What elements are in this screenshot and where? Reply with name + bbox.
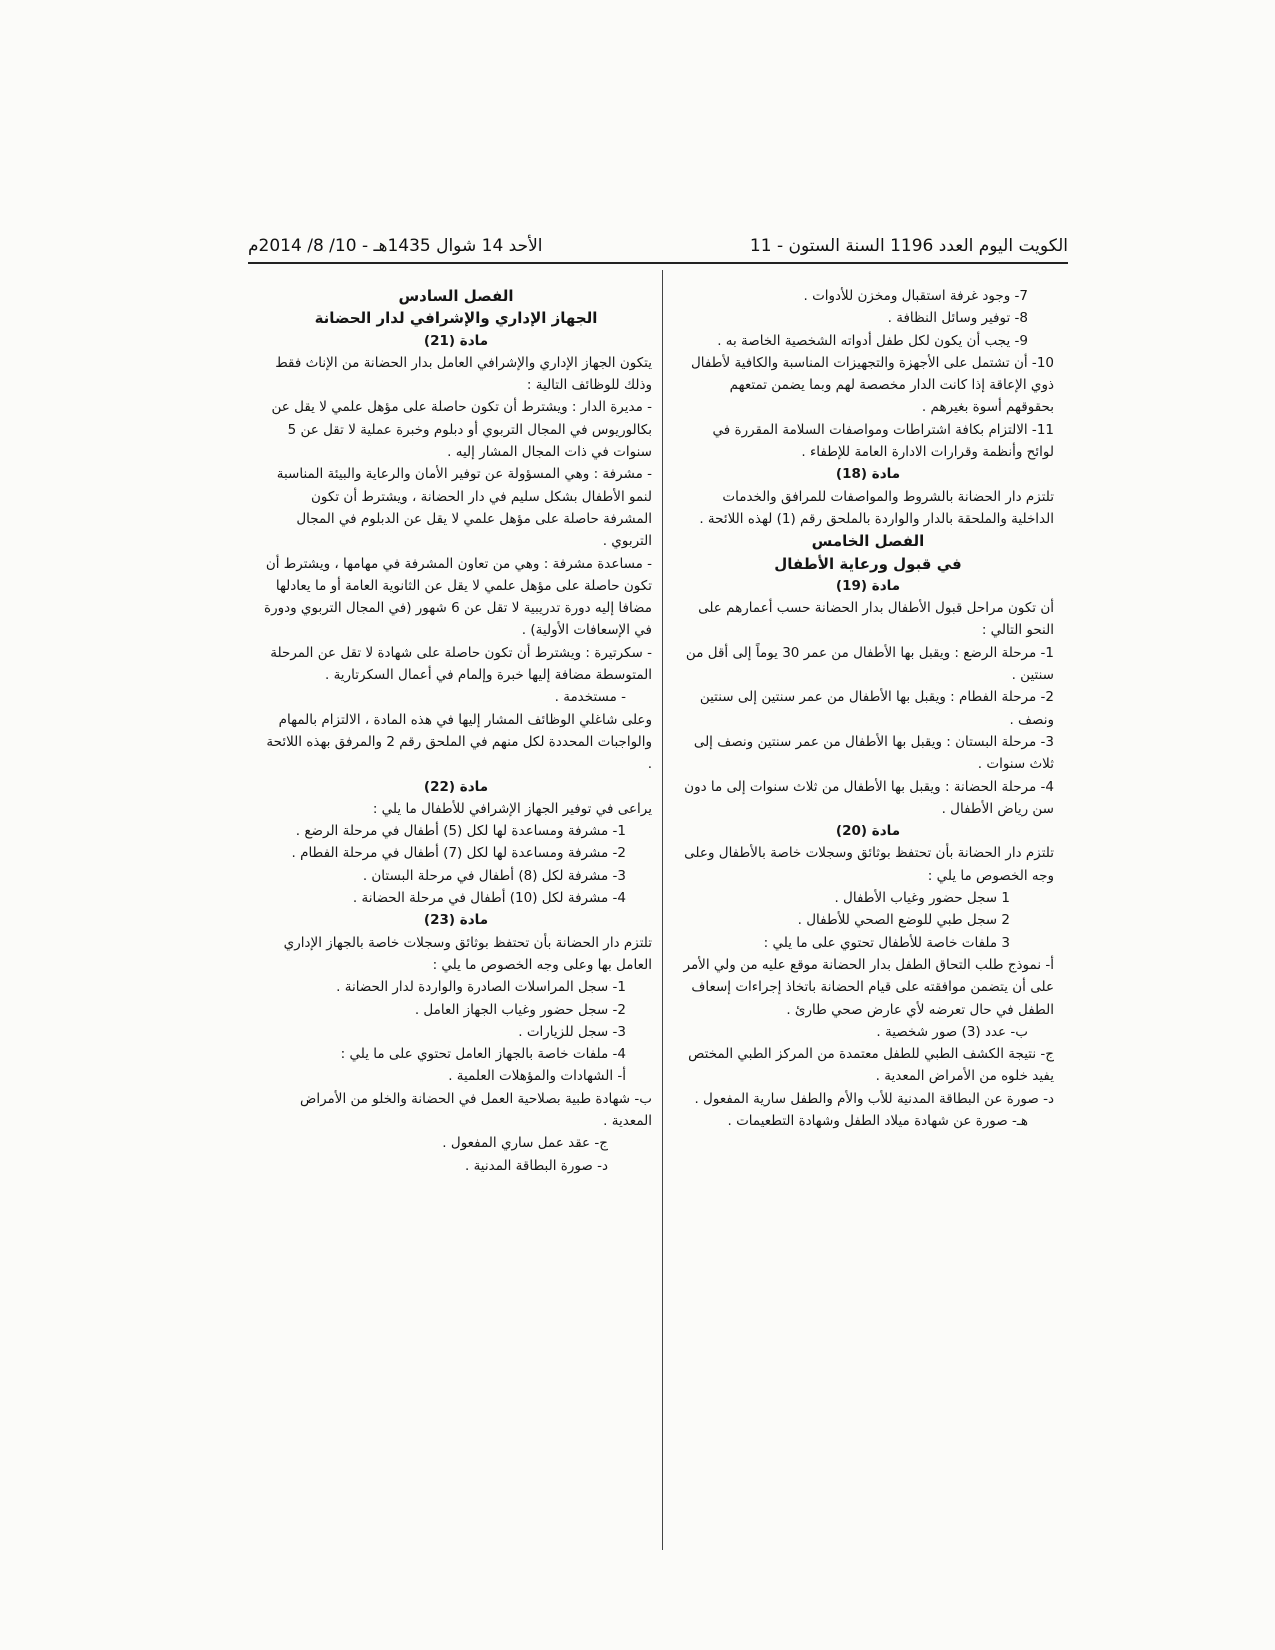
paragraph: د- صورة عن البطاقة المدنية للأب والأم والطفل سارية المفعول . [694,1090,1054,1107]
paragraph: 3- مرحلة البستان : ويقبل بها الأطفال من عمر سنتين ونصف إلى ثلاث سنوات . [693,733,1054,773]
section-heading: مادة (19) [835,577,901,594]
section-heading: مادة (22) [423,778,489,795]
paragraph: هـ- صورة عن شهادة ميلاد الطفل وشهادة التطعيمات . [727,1112,1028,1129]
paragraph: تلتزم دار الحضانة بأن تحتفظ بوثائق وسجلات خاصة بالأطفال وعلى وجه الخصوص ما يلي : [684,845,1054,884]
paragraph: 4- ملفات خاصة بالجهاز العامل تحتوي على ما يلي : [340,1046,626,1063]
paragraph: 2- سجل حضور وغياب الجهاز العامل . [414,1001,626,1018]
paragraph: - سكرتيرة : ويشترط أن تكون حاصلة على شهادة لا تقل عن المرحلة المتوسطة مضافة إليها خبرة وإلمام في أعمال السكرتارية . [270,644,652,684]
section-heading: في قبول ورعاية الأطفال [774,554,962,573]
section-heading: الفصل السادس [398,287,514,305]
paragraph: أ- الشهادات والمؤهلات العلمية . [448,1068,626,1085]
section-heading: الجهاز الإداري والإشرافي لدار الحضانة [314,309,598,328]
paragraph: 1- مشرفة ومساعدة لها لكل (5) أطفال في مرحلة الرضع . [295,823,626,840]
paragraph: 9- يجب أن يكون لكل طفل أدواته الشخصية الخاصة به . [717,332,1028,349]
paragraph: 2- مشرفة ومساعدة لها لكل (7) أطفال في مرحلة الفطام . [291,845,626,862]
paragraph: تلتزم دار الحضانة بأن تحتفظ بوثائق وسجلات خاصة بالجهاز الإداري العامل بها وعلى وجه الخصوص ما يلي : [283,934,652,973]
paragraph: ج- عقد عمل ساري المفعول . [442,1135,608,1152]
header-date: الأحد 14 شوال 1435هـ - 10/ 8/ 2014م [248,236,543,256]
paragraph: ب- عدد (3) صور شخصية . [876,1023,1028,1040]
paragraph: - مديرة الدار : ويشترط أن تكون حاصلة على مؤهل علمي لا يقل عن بكالوريوس في المجال التربوي أو دبلوم وخبرة عملية لا تقل عن 5 سنوات في ذات المجال المشار إليه . [271,399,652,461]
paragraph: - مستخدمة . [554,689,626,706]
paragraph: ب- شهادة طبية بصلاحية العمل في الحضانة والخلو من الأمراض المعدية . [300,1090,652,1129]
section-heading: مادة (18) [835,466,901,483]
section-heading: مادة (20) [835,823,901,840]
paragraph: 4- مشرفة لكل (10) أطفال في مرحلة الحضانة . [352,890,626,907]
paragraph: أ- نموذج طلب التحاق الطفل بدار الحضانة موقع عليه من ولي الأمر على أن يتضمن موافقته على قيام الحضانة باتخاذ إجراءات إسعاف الطفل في حال تعرضه لأي عارض صحي طارئ . [683,956,1054,1018]
paragraph: ج- نتيجة الكشف الطبي للطفل معتمدة من المركز الطبي المختص يفيد خلوه من الأمراض المعدية . [688,1046,1054,1085]
paragraph: 2 سجل طبي للوضع الصحي للأطفال . [797,912,1010,929]
section-heading: مادة (23) [423,912,489,929]
paragraph: 10- أن تشتمل على الأجهزة والتجهيزات المناسبة والكافية لأطفال ذوي الإعاقة إذا كانت الدار مخصصة لهم وبما يضمن تمتعهم بحقوقهم أسوة بغيرهم . [690,354,1054,416]
paragraph: 8- توفير وسائل النظافة . [887,310,1028,327]
paragraph: 2- مرحلة الفطام : ويقبل بها الأطفال من عمر سنتين إلى سنتين ونصف . [699,689,1054,728]
paragraph: 7- وجود غرفة استقبال ومخزن للأدوات . [803,288,1028,304]
header-publication-info: الكويت اليوم العدد 1196 السنة الستون - 11 [749,236,1068,256]
paragraph: - مشرفة : وهي المسؤولة عن توفير الأمان والرعاية والبيئة المناسبة لنمو الأطفال بشكل سليم في دار الحضانة ، ويشترط أن تكون المشرفة حاصلة على مؤهل علمي لا يقل عن الدبلوم في المجال التربوي . [276,466,652,550]
paragraph: وعلى شاغلي الوظائف المشار إليها في هذه المادة ، الالتزام بالمهام والواجبات المحددة لكل منهم في الملحق رقم 2 والمرفق بهذه اللائحة . [266,711,652,773]
paragraph: 4- مرحلة الحضانة : ويقبل بها الأطفال من ثلاث سنوات إلى ما دون سن رياض الأطفال . [684,778,1054,817]
paragraph: د- صورة البطاقة المدنية . [464,1157,608,1174]
paragraph: 1 سجل حضور وغياب الأطفال . [834,890,1010,907]
paragraph: 1- مرحلة الرضع : ويقبل بها الأطفال من عمر 30 يوماً إلى أقل من سنتين . [685,644,1054,684]
paragraph: - مساعدة مشرفة : وهي من تعاون المشرفة في مهامها ، ويشترط أن تكون حاصلة على مؤهل علمي لا يقل عن الثانوية العامة أو ما يعادلها مضافا إليه دورة تدريبية لا تقل عن 6 شهور (في المجال التربوي ودورة في الإسعافات الأولية) . [264,555,652,639]
paragraph: يتكون الجهاز الإداري والإشرافي العامل بدار الحضانة من الإناث فقط وذلك للوظائف التالية : [275,354,652,394]
page-header [248,228,1068,264]
right-column [682,285,1054,1132]
left-column [260,285,652,1177]
paragraph: تلتزم دار الحضانة بالشروط والمواصفات للمرافق والخدمات الداخلية والملحقة بالدار والواردة بالملحق رقم (1) لهذه اللائحة . [699,488,1054,527]
column-divider [662,270,663,1550]
paragraph: يراعى في توفير الجهاز الإشرافي للأطفال ما يلي : [372,800,652,817]
header-rule [248,262,1068,264]
paragraph: 3- مشرفة لكل (8) أطفال في مرحلة البستان . [362,867,626,884]
paragraph: 3- سجل للزيارات . [518,1023,626,1040]
section-heading: الفصل الخامس [811,532,925,551]
paragraph: أن تكون مراحل قبول الأطفال بدار الحضانة حسب أعمارهم على النحو التالي : [698,600,1054,639]
section-heading: مادة (21) [423,332,489,349]
paragraph: 11- الالتزام بكافة اشتراطات ومواصفات السلامة المقررة في لوائح وأنظمة وقرارات الادارة العامة للإطفاء . [712,421,1054,461]
paragraph: 3 ملفات خاصة للأطفال تحتوي على ما يلي : [763,934,1010,951]
paragraph: 1- سجل المراسلات الصادرة والواردة لدار الحضانة . [336,979,626,996]
